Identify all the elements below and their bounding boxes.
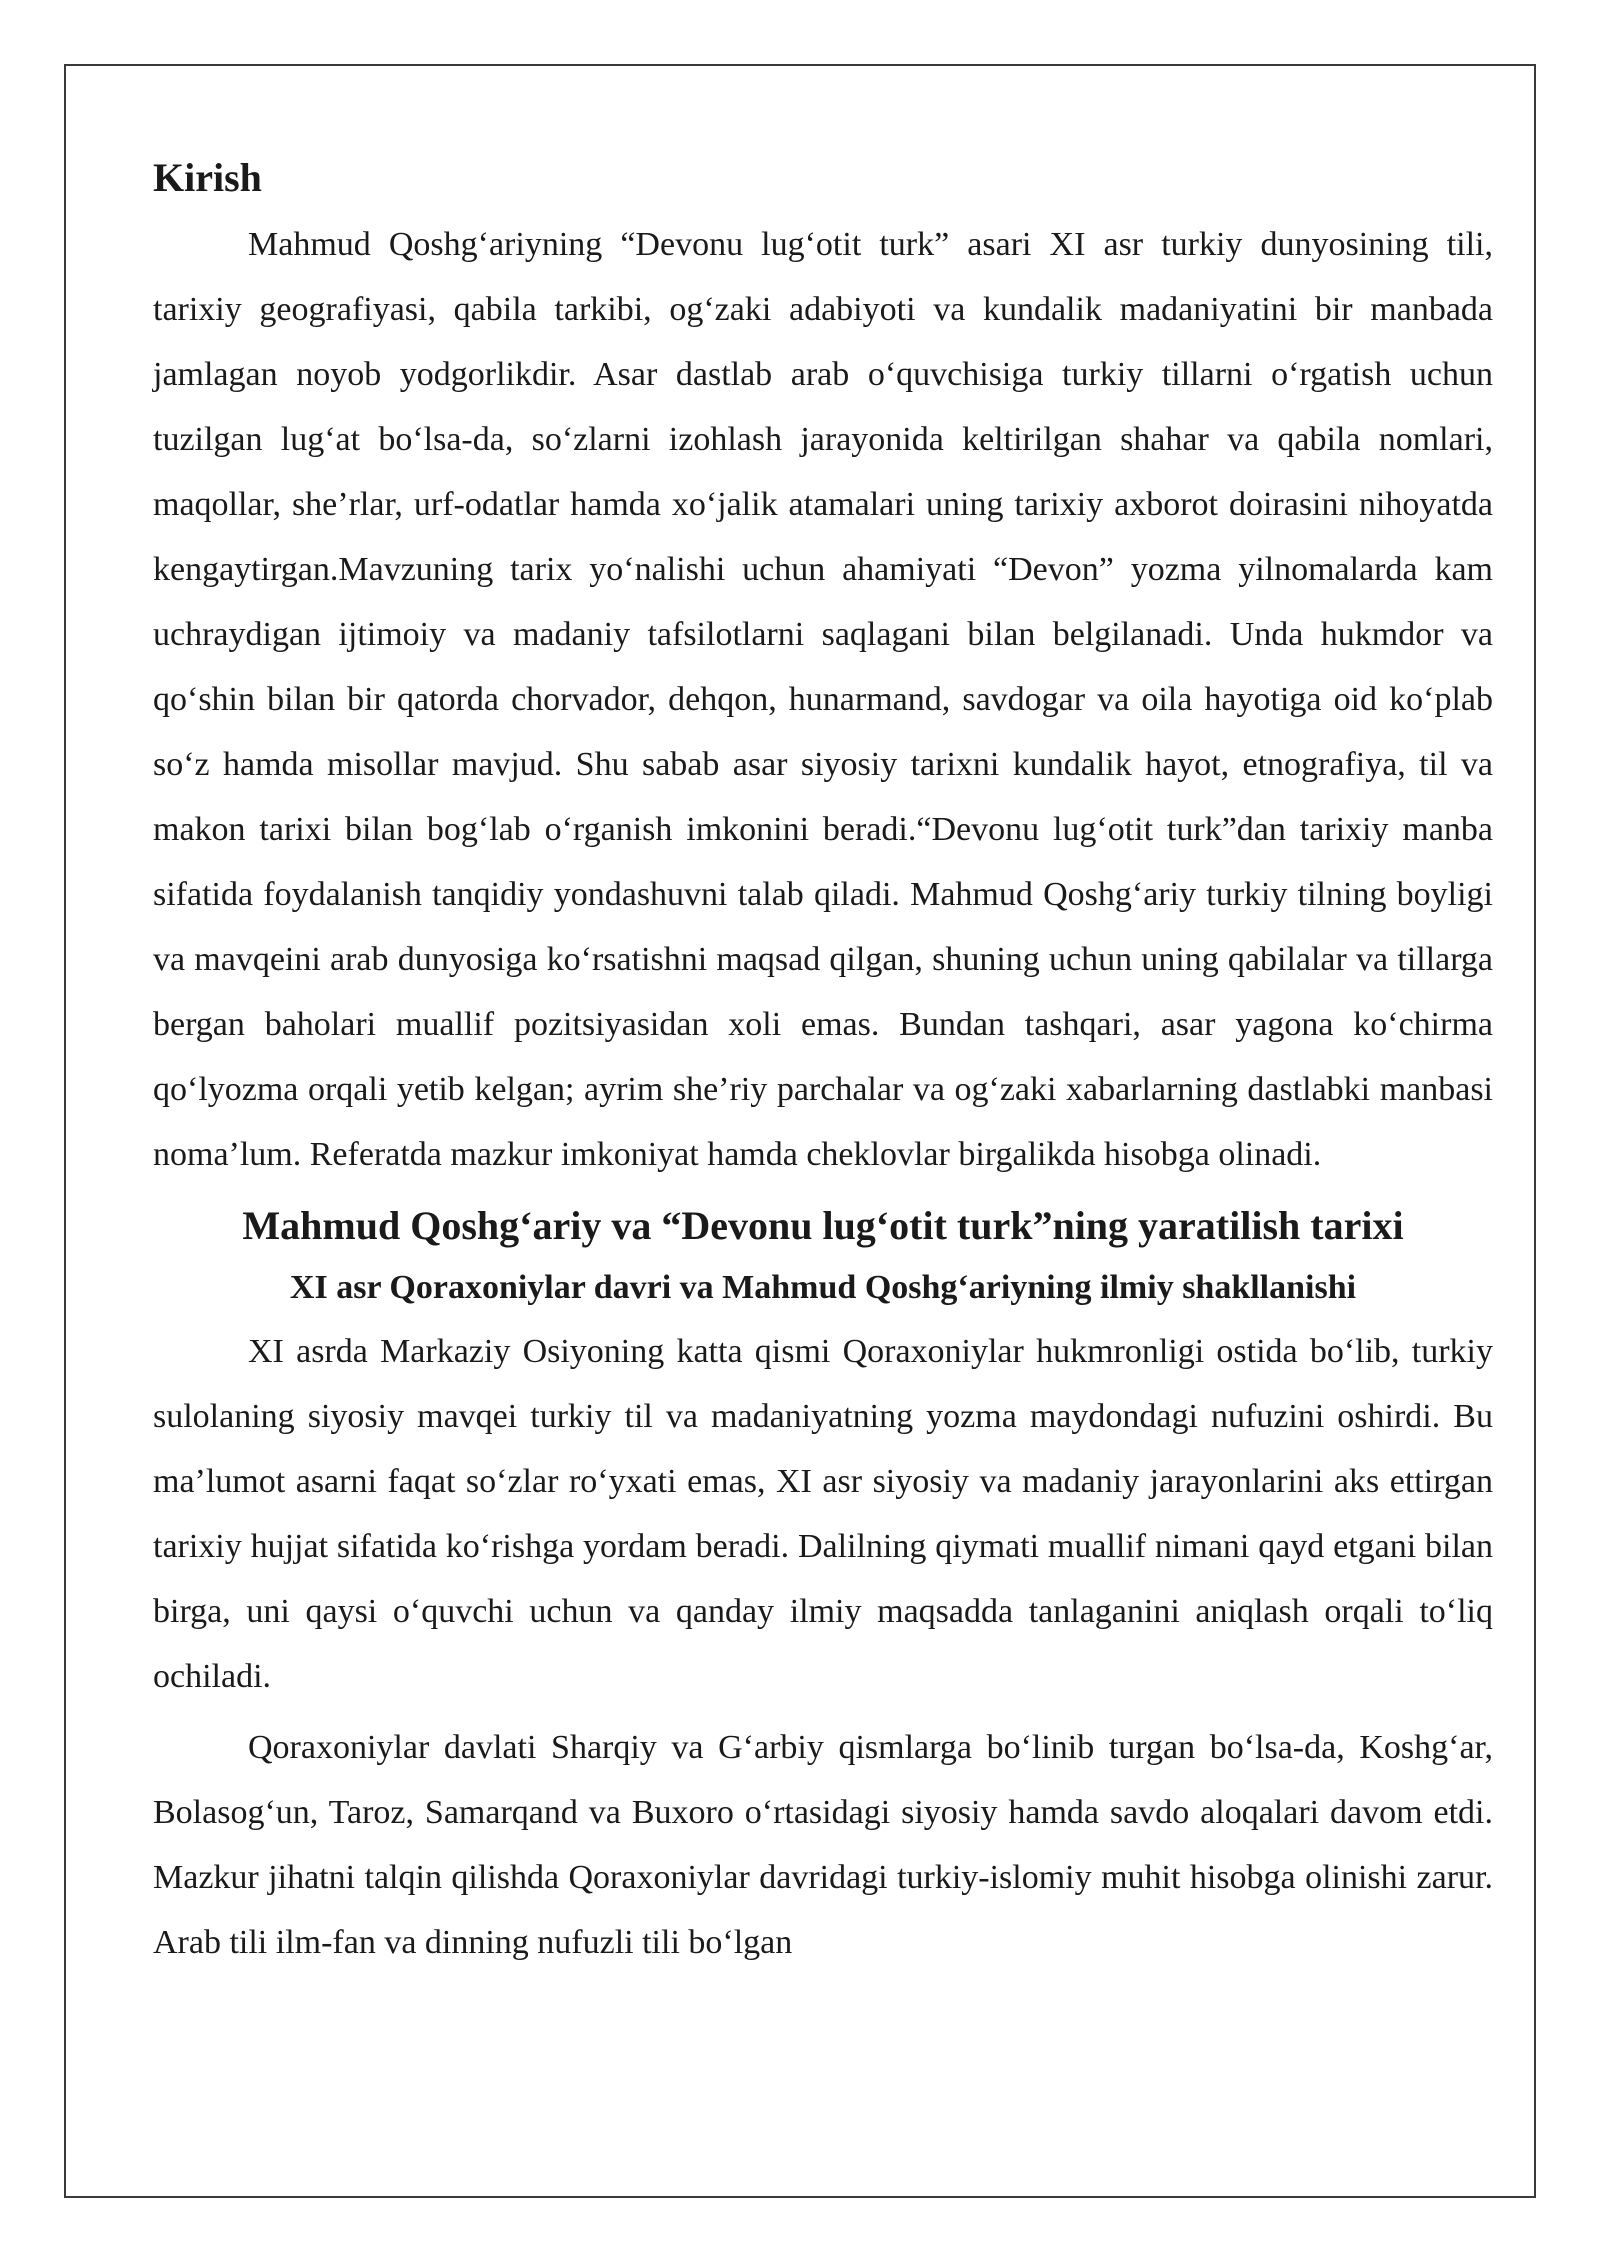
intro-heading: Kirish [153,155,262,200]
document-body [153,148,1493,1981]
chapter-paragraph-2: Qoraxoniylar davlati Sharqiy va G‘arbiy qismlarga bo‘linib turgan bo‘lsa-da, Koshg‘ar, Bolasog‘un, Taroz, Samarqand va Buxoro o‘rtasidagi siyosiy hamda savdo aloqalari davom etdi. Mazkur jihatni talqin qilishda Qoraxoniylar davridagi turkiy-islomiy muhit hisobga olinishi zarur. Arab tili ilm-fan va dinning nufuzli tili bo‘lgan [153,1729,1493,1961]
subsection-heading: XI asr Qoraxoniylar davri va Mahmud Qoshg‘ariyning ilmiy shakllanishi [289,1269,1357,1306]
chapter-paragraph-1: XI asrda Markaziy Osiyoning katta qismi Qoraxoniylar hukmronligi ostida bo‘lib, turkiy sulolaning siyosiy mavqei turkiy til va madaniyatning yozma maydondagi nufuzini oshirdi. Bu ma’lumot asarni faqat so‘zlar ro‘yxati emas, XI asr siyosiy va madaniy jarayonlarini aks ettirgan tarixiy hujjat sifatida ko‘rishga yordam beradi. Dalilning qiymati muallif nimani qayd etgani bilan birga, uni qaysi o‘quvchi uchun va qanday ilmiy maqsadda tanlaganini aniqlash orqali to‘liq ochiladi. [153,1333,1493,1695]
chapter-heading: Mahmud Qoshg‘ariy va “Devonu lug‘otit turk”ning yaratilish tarixi [242,1203,1404,1248]
intro-paragraph: Mahmud Qoshg‘ariyning “Devonu lug‘otit turk” asari XI asr turkiy dunyosining tili, tarixiy geografiyasi, qabila tarkibi, og‘zaki adabiyoti va kundalik madaniyatini bir manbada jamlagan noyob yodgorlikdir. Asar dastlab arab o‘quvchisiga turkiy tillarni o‘rgatish uchun tuzilgan lug‘at bo‘lsa-da, so‘zlarni izohlash jarayonida keltirilgan shahar va qabila nomlari, maqollar, she’rlar, urf-odatlar hamda xo‘jalik atamalari uning tarixiy axborot doirasini nihoyatda kengaytirgan.Mavzuning tarix yo‘nalishi uchun ahamiyati “Devon” yozma yilnomalarda kam uchraydigan ijtimoiy va madaniy tafsilotlarni saqlagani bilan belgilanadi. Unda hukmdor va qo‘shin bilan bir qatorda chorvador, dehqon, hunarmand, savdogar va oila hayotiga oid ko‘plab so‘z hamda misollar mavjud. Shu sabab asar siyosiy tarixni kundalik hayot, etnografiya, til va makon tarixi bilan bog‘lab o‘rganish imkonini beradi.“Devonu lug‘otit turk”dan tarixiy manba sifatida foydalanish tanqidiy yondashuvni talab qiladi. Mahmud Qoshg‘ariy turkiy tilning boyligi va mavqeini arab dunyosiga ko‘rsatishni maqsad qilgan, shuning uchun uning qabilalar va tillarga bergan baholari muallif pozitsiyasidan xoli emas. Bundan tashqari, asar yagona ko‘chirma qo‘lyozma orqali yetib kelgan; ayrim she’riy parchalar va og‘zaki xabarlarning dastlabki manbasi noma’lum. Referatda mazkur imkoniyat hamda cheklovlar birgalikda hisobga olinadi. [153,226,1493,1173]
